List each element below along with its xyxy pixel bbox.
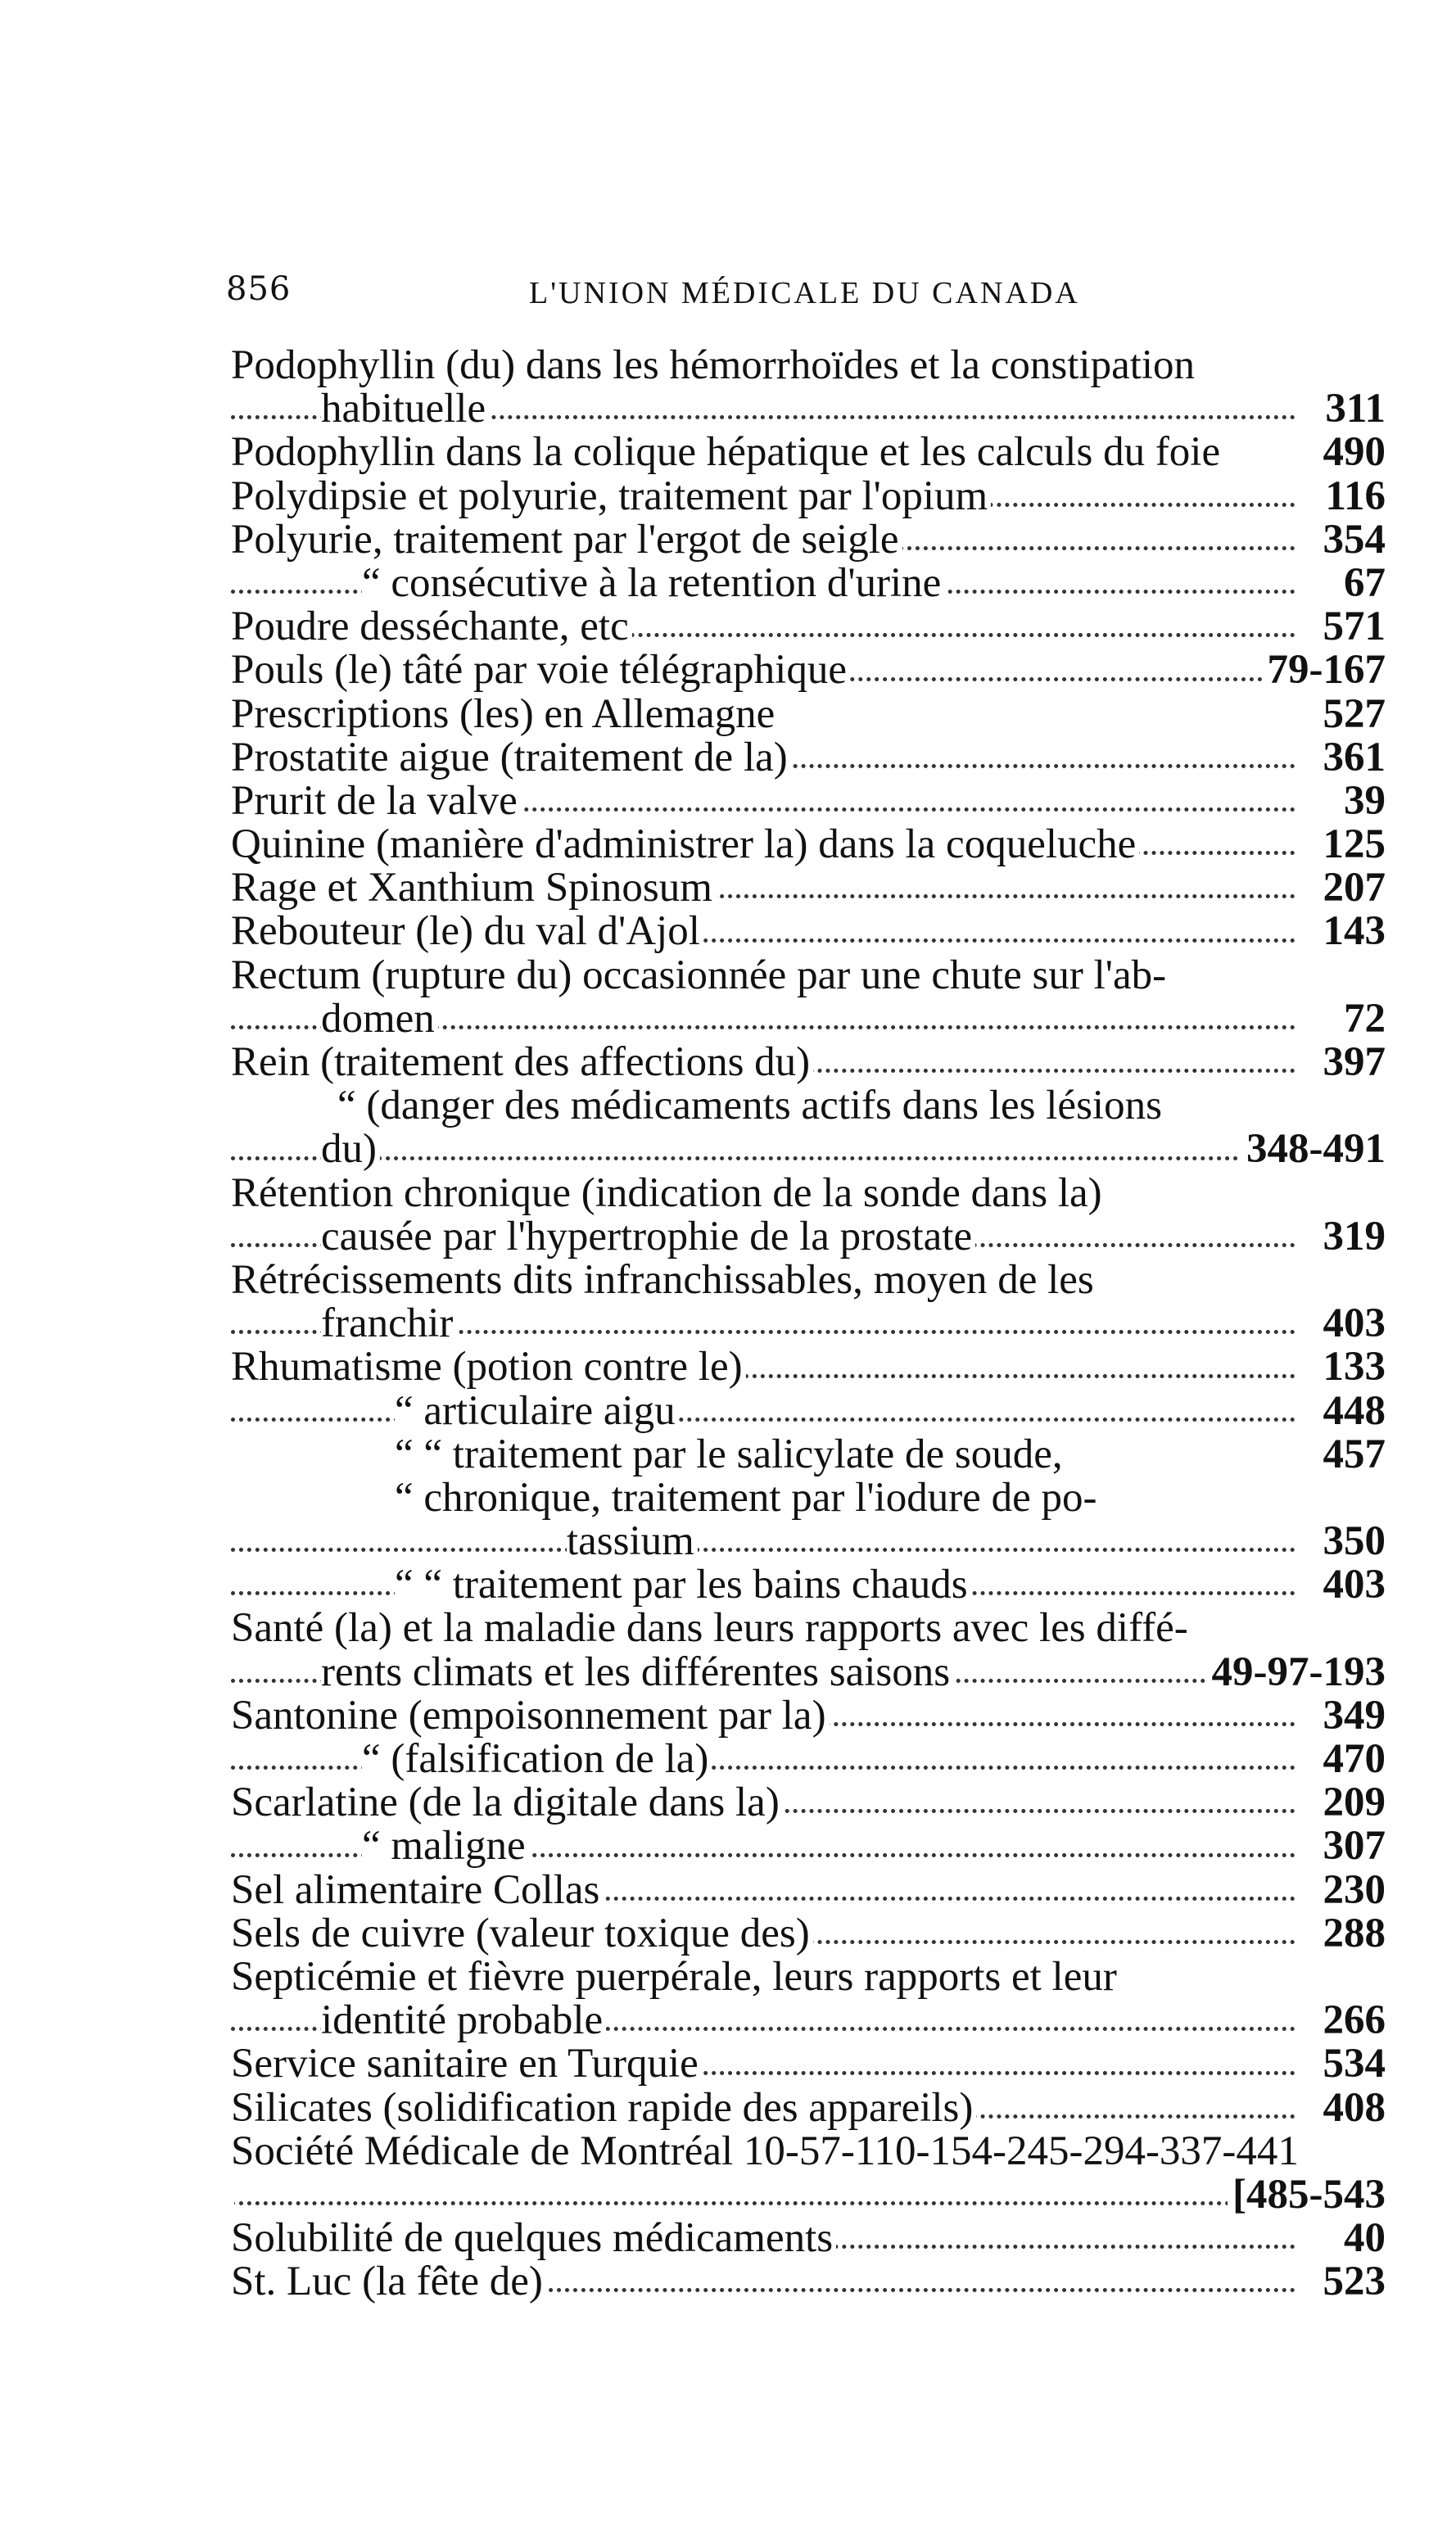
entry-text: causée par l'hypertrophie de la prostate: [321, 1215, 975, 1259]
dot-leader: [231, 1418, 1295, 1422]
dot-leader: [231, 1548, 1295, 1552]
index-entry: [231, 475, 1386, 518]
entry-page-ref: 527: [1318, 693, 1386, 736]
entry-page-ref: 348-491: [1241, 1128, 1386, 1171]
entry-text: Podophyllin dans la colique hépatique et les calculs du foie: [231, 431, 1223, 474]
index-entry: [231, 2173, 1386, 2217]
page-number: 856: [226, 270, 292, 308]
index-entry: [231, 1215, 1386, 1259]
entry-text: Pouls (le) tâté par voie télégraphique: [231, 649, 850, 692]
index-entry: [231, 866, 1386, 910]
entry-page-ref: 534: [1318, 2042, 1386, 2086]
dot-leader: [231, 2201, 1295, 2205]
entry-page-ref: 49-97-193: [1207, 1651, 1386, 1694]
entry-page-ref: 403: [1318, 1563, 1386, 1607]
entry-text: Société Médicale de Montréal 10-57-110-154-245-294-337-441: [231, 2130, 1302, 2173]
entry-page-ref: 397: [1318, 1041, 1386, 1084]
entry-text: Prescriptions (les) en Allemagne: [231, 693, 778, 736]
entry-page-ref: 349: [1318, 1694, 1386, 1738]
entry-page-ref: [485-543: [1228, 2173, 1386, 2217]
entry-text: “ consécutive à la retention d'urine: [362, 562, 944, 605]
index-entry: [231, 780, 1386, 823]
index-entry: [231, 605, 1386, 649]
entry-text: Septicémie et fièvre puerpérale, leurs rapports et leur: [231, 1956, 1120, 1999]
index-entry: [231, 693, 1386, 736]
entry-page-ref: 143: [1318, 910, 1386, 953]
entry-text: Silicates (solidification rapide des appareils): [231, 2087, 976, 2130]
index-entry: [231, 2042, 1386, 2086]
index-entry: [231, 562, 1386, 605]
index-entry: [231, 649, 1386, 692]
entry-page-ref: 470: [1318, 1738, 1386, 1781]
entry-page-ref: 79-167: [1263, 649, 1386, 692]
entry-page-ref: 408: [1318, 2087, 1386, 2130]
entry-text: “ (falsification de la): [362, 1738, 712, 1781]
entry-page-ref: 67: [1339, 562, 1386, 605]
entry-text: Sels de cuivre (valeur toxique des): [231, 1912, 813, 1956]
index-entry: [231, 997, 1386, 1041]
entry-page-ref: 523: [1318, 2260, 1386, 2304]
index-entry: [231, 2217, 1386, 2260]
dot-leader: [231, 1156, 1295, 1160]
entry-text: rents climats et les différentes saisons: [321, 1651, 953, 1694]
index-entry: [231, 1563, 1386, 1607]
index-entry: [231, 1259, 1386, 1302]
entry-page-ref: 571: [1318, 605, 1386, 649]
entry-page-ref: 403: [1318, 1302, 1386, 1345]
entry-page-ref: 116: [1320, 475, 1386, 518]
page-header: [226, 270, 1389, 319]
entry-text: Rage et Xanthium Spinosum: [231, 866, 716, 910]
entry-text: Rétention chronique (indication de la sonde dans la): [231, 1172, 1106, 1215]
entry-text: franchir: [321, 1302, 456, 1345]
index-entry: [231, 1694, 1386, 1738]
entry-page-ref: 133: [1318, 1345, 1386, 1389]
entry-text: “ chronique, traitement par l'iodure de po-: [395, 1476, 1100, 1520]
entry-text: Sel alimentaire Collas: [231, 1869, 603, 1912]
entry-text: identité probable: [321, 1999, 606, 2042]
entry-text: Rhumatisme (potion contre le): [231, 1345, 746, 1389]
entry-page-ref: 125: [1318, 823, 1386, 866]
entry-text: Rétrécissements dits infranchissables, moyen de les: [231, 1259, 1097, 1302]
entry-text: habituelle: [321, 387, 489, 431]
index-entry: [231, 2130, 1386, 2173]
entry-page-ref: 319: [1318, 1215, 1386, 1259]
index-entry: [231, 823, 1386, 866]
index-entry: [231, 2260, 1386, 2304]
index-entry: [231, 1869, 1386, 1912]
index-entry: [231, 1520, 1386, 1563]
entry-text: Scarlatine (de la digitale dans la): [231, 1781, 783, 1825]
entry-text: [231, 2173, 234, 2217]
entry-page-ref: 490: [1318, 431, 1386, 474]
entry-text: domen: [321, 997, 438, 1041]
entry-page-ref: 311: [1320, 387, 1386, 431]
entry-text: Poudre desséchante, etc: [231, 605, 632, 649]
entry-page-ref: 230: [1318, 1869, 1386, 1912]
entry-text: Solubilité de quelques médicaments: [231, 2217, 836, 2260]
entry-page-ref: 354: [1318, 518, 1386, 562]
index-entry: [231, 1651, 1386, 1694]
index-entry: [231, 1345, 1386, 1389]
index-entry: [231, 1956, 1386, 1999]
entry-page-ref: 288: [1318, 1912, 1386, 1956]
entry-page-ref: 266: [1318, 1999, 1386, 2042]
entry-text: “ “ traitement par les bains chauds: [395, 1563, 971, 1607]
entry-text: Quinine (manière d'administrer la) dans la coqueluche: [231, 823, 1139, 866]
index-entry: [231, 1433, 1386, 1476]
index-entry: [231, 518, 1386, 562]
entry-text: Service sanitaire en Turquie: [231, 2042, 702, 2086]
entry-text: “ “ traitement par le salicylate de soude,: [395, 1433, 1066, 1476]
entry-text: “ maligne: [362, 1825, 529, 1868]
entry-text: St. Luc (la fête de): [231, 2260, 546, 2304]
entry-page-ref: 350: [1318, 1520, 1386, 1563]
index-entry: [231, 1607, 1386, 1650]
index-entry: [231, 1084, 1386, 1128]
entry-text: “ articulaire aigu: [395, 1390, 679, 1433]
entry-page-ref: 448: [1318, 1390, 1386, 1433]
entry-text: Rectum (rupture du) occasionnée par une chute sur l'ab-: [231, 954, 1169, 997]
entry-page-ref: 361: [1318, 736, 1386, 780]
entry-page-ref: 457: [1318, 1433, 1386, 1476]
entry-page-ref: 40: [1339, 2217, 1386, 2260]
running-title: L'UNION MÉDICALE DU CANADA: [529, 276, 1080, 310]
entry-text: Polyurie, traitement par l'ergot de seigle: [231, 518, 902, 562]
index-entry: [231, 344, 1386, 387]
index-list: [231, 344, 1386, 2304]
index-entry: [231, 1390, 1386, 1433]
index-entry: [231, 1825, 1386, 1868]
entry-text: Polydipsie et polyurie, traitement par l'opium: [231, 475, 991, 518]
index-entry: [231, 1302, 1386, 1345]
index-entry: [231, 1041, 1386, 1084]
entry-page-ref: 207: [1318, 866, 1386, 910]
entry-text: Prurit de la valve: [231, 780, 521, 823]
index-entry: [231, 910, 1386, 953]
entry-page-ref: 307: [1318, 1825, 1386, 1868]
entry-text: Rebouteur (le) du val d'Ajol: [231, 910, 703, 953]
index-entry: [231, 2087, 1386, 2130]
entry-text: Prostatite aigue (traitement de la): [231, 736, 791, 780]
index-entry: [231, 1738, 1386, 1781]
index-entry: [231, 1128, 1386, 1171]
entry-text: Santé (la) et la maladie dans leurs rapports avec les diffé-: [231, 1607, 1191, 1650]
index-entry: [231, 431, 1386, 474]
entry-text: du): [321, 1128, 380, 1171]
entry-page-ref: 72: [1339, 997, 1386, 1041]
index-entry: [231, 387, 1386, 431]
index-entry: [231, 1999, 1386, 2042]
entry-page-ref: 209: [1318, 1781, 1386, 1825]
index-entry: [231, 1912, 1386, 1956]
entry-text: “ (danger des médicaments actifs dans les lésions: [337, 1084, 1165, 1128]
entry-text: Podophyllin (du) dans les hémorrhoïdes et la constipation: [231, 344, 1198, 387]
entry-page-ref: 39: [1339, 780, 1386, 823]
index-entry: [231, 1781, 1386, 1825]
index-entry: [231, 1476, 1386, 1520]
index-entry: [231, 954, 1386, 997]
entry-text: Rein (traitement des affections du): [231, 1041, 813, 1084]
entry-text: Santonine (empoisonnement par la): [231, 1694, 830, 1738]
entry-text: tassium: [567, 1520, 698, 1563]
index-entry: [231, 1172, 1386, 1215]
index-entry: [231, 736, 1386, 780]
